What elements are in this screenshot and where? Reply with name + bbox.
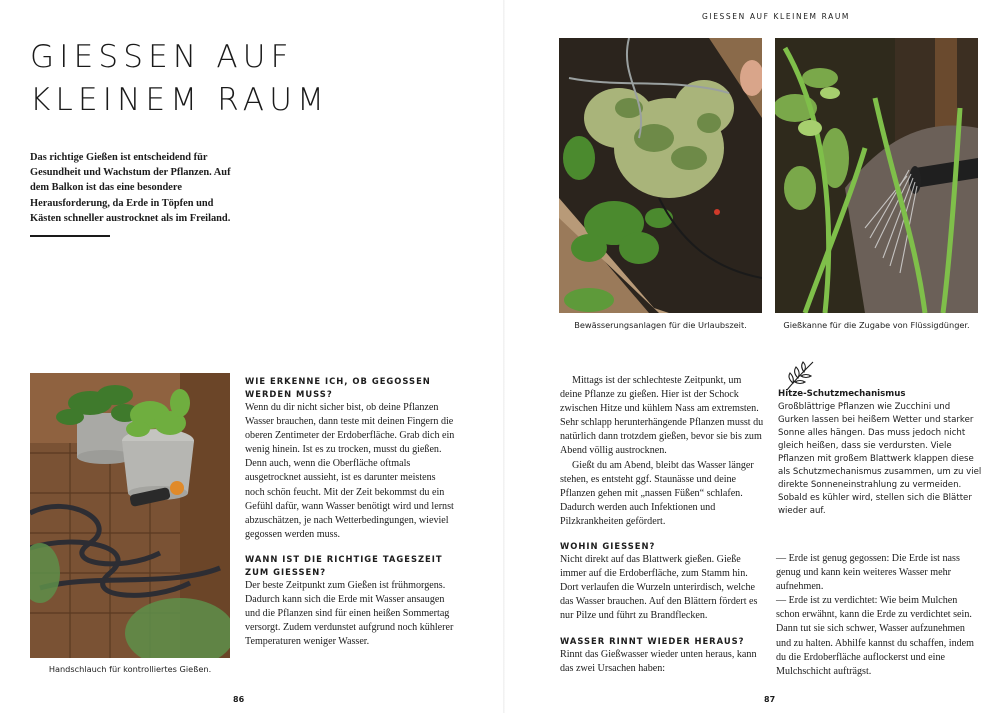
running-head: GIESSEN AUF KLEINEM RAUM bbox=[702, 12, 850, 21]
title-line-2: KLEINEM RAUM bbox=[30, 82, 330, 118]
box-text: Großblättrige Pflanzen wie Zucchini und Gurken lassen bei heißem Wetter und starker Sonne alles hängen. Das muss jedoch nicht gleich heißen, dass sie verdursten. Viele Pflanzen mit großem Blattwerk klappen diese als Schutzmechanismus zusammen, um zu viel direkte Sonneneinstrahlung zu vermeiden. Sobald es kühler wird, stellen sich die Blätter wieder auf. bbox=[778, 402, 982, 516]
hose-caption: Handschlauch für kontrolliertes Gießen. bbox=[48, 664, 212, 674]
irrigation-photo-illustration bbox=[559, 38, 762, 313]
section-heading-time-of-day: WANN IST DIE RICHTIGE TAGESZEIT ZUM GIESSEN? bbox=[245, 553, 443, 577]
section-heading-water-runs-out: WASSER RINNT WIEDER HERAUS? bbox=[560, 635, 745, 646]
watering-can-photo bbox=[775, 38, 978, 313]
book-gutter bbox=[503, 0, 505, 713]
intro-rule bbox=[30, 235, 110, 237]
irrigation-caption: Bewässerungsanlagen für die Urlaubszeit. bbox=[574, 320, 747, 330]
intro-paragraph: Das richtige Gießen ist entscheidend für Gesundheit und Wachstum der Pflanzen. Auf dem Balkon ist das eine besondere Herausforderung, da Erde in Töpfen und Kästen schneller austrocknet als im Freiland. bbox=[30, 152, 231, 224]
left-text-column bbox=[245, 375, 455, 649]
irrigation-photo bbox=[559, 38, 762, 313]
section-heading-when-to-water: WIE ERKENNE ICH, OB GEGOSSEN WERDEN MUSS? bbox=[245, 376, 431, 399]
cause-list bbox=[776, 552, 981, 679]
right-text-column bbox=[560, 374, 765, 676]
section-text-water-runs-out: Rinnt das Gießwasser wieder unten heraus, kann das zwei Ursachen haben: bbox=[560, 648, 757, 674]
hose-photo bbox=[30, 373, 230, 658]
page-number-right: 87 bbox=[764, 695, 776, 704]
heat-protection-box bbox=[778, 388, 983, 518]
watering-can-photo-illustration bbox=[775, 38, 978, 313]
paragraph-midday: Mittags ist der schlechteste Zeitpunkt, um deine Pflanze zu gießen. Hier ist der Schock zwischen Hitze und kühlem Nass am extremsten. Sehr schlapp herunterhängende Pflanzen musst du natürlich dann trotzdem gießen, bevor sie bis zum Abend völlig austrocknen. bbox=[560, 375, 764, 457]
cause-item-2: — Erde ist zu verdichtet: Wie beim Mulchen schon erwähnt, kann die Erde zu verdichtet sein. Dann tut sie sich schwer, Wasser aufzunehmen und zu halten. Abhilfe kannst du schaffen, indem du die Erdoberfläche auflockerst und eine Mulchschicht aufträgst. bbox=[776, 595, 974, 677]
page-title bbox=[30, 36, 329, 122]
sprig-icon bbox=[783, 358, 817, 392]
section-heading-where-to-water: WOHIN GIESSEN? bbox=[560, 541, 656, 552]
box-title: Hitze-Schutzmechanismus bbox=[778, 389, 906, 399]
page-number-left: 86 bbox=[233, 695, 245, 704]
cause-item-1: — Erde ist genug gegossen: Die Erde ist nass genug und kann kein weiteres Wasser mehr aufnehmen. bbox=[776, 553, 960, 593]
section-text-where-to-water: Nicht direkt auf das Blattwerk gießen. Gieße immer auf die Erdoberfläche, zum Stamm hin. Dort verlaufen die Wurzeln unterirdisch, welche das Wasser brauchen. Auf den Blättern fördert es nur Pilze und führt zu Brandflecken. bbox=[560, 554, 758, 622]
section-text-time-of-day: Der beste Zeitpunkt zum Gießen ist frühmorgens. Dadurch kann sich die Erde mit Wasser ansaugen und die Pflanzen sind für einen heißen Sommertag versorgt. Zudem verdunstet aufgrund noch kühlerer Temperaturen weniger Wasser. bbox=[245, 579, 454, 648]
hose-photo-illustration bbox=[30, 373, 230, 658]
paragraph-evening: Gießt du am Abend, bleibt das Wasser länger stehen, es entsteht ggf. Staunässe und deine Pflanzen gehen mit „nassen Füßen“ schlafen. Dadurch werden auch Infektionen und Pilzkrankheiten gefördert. bbox=[560, 459, 754, 527]
section-text-when-to-water: Wenn du dir nicht sicher bist, ob deine Pflanzen Wasser brauchen, dann teste mit deinen Fingern die oberen Zentimeter der Erdoberfläche. Grab dich ein wenig hinein. Ist es zu trocken, musst du gießen. Denn auch, wenn die Oberfläche oftmals ausgetrocknet aussieht, ist es darunter meistens noch schön feucht. Mit der Zeit bekommst du ein Gefühl dafür, wann Wasser benötigt wird und lernst abzuschätzen, je nach Wetterbedingungen, wieviel gegossen werden muss. bbox=[245, 402, 455, 540]
title-line-1: GIESSEN AUF bbox=[30, 39, 294, 75]
watering-can-caption: Gießkanne für die Zugabe von Flüssigdünger. bbox=[783, 320, 970, 330]
